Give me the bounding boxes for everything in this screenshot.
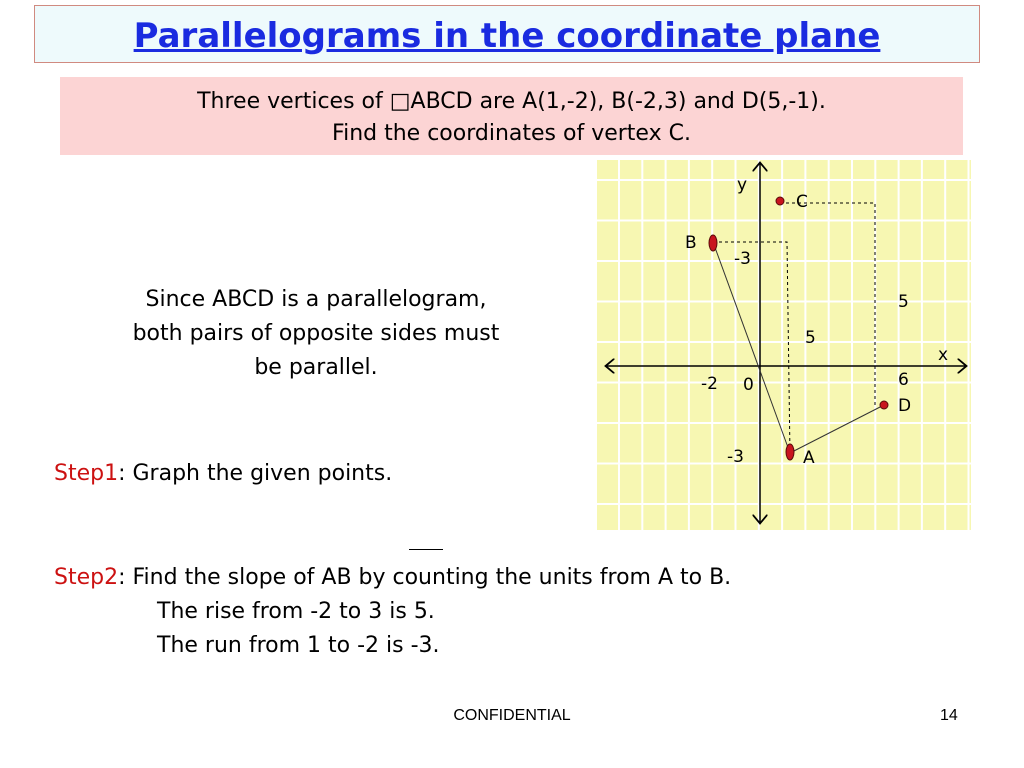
point-d xyxy=(880,401,888,409)
step1-text: : Graph the given points. xyxy=(118,461,393,486)
grid-background xyxy=(597,160,971,530)
problem-box xyxy=(60,77,963,155)
rise-ab-label: 5 xyxy=(805,328,816,348)
problem-line-2: Find the coordinates of vertex C. xyxy=(332,121,691,146)
step1-label: Step1 xyxy=(54,461,119,486)
x-axis-label: x xyxy=(938,345,949,365)
reasoning-line-3: be parallel. xyxy=(254,355,378,380)
step2 xyxy=(54,565,731,590)
point-a-label: A xyxy=(803,448,815,468)
step2-text: : Find the slope of AB by counting the units from A to B. xyxy=(118,565,732,590)
origin-label: 0 xyxy=(743,375,754,395)
x-six-label: 6 xyxy=(898,370,909,390)
y-axis-label: y xyxy=(737,175,748,195)
point-b-label: B xyxy=(685,233,697,253)
step1 xyxy=(54,461,392,486)
y-minus-three-label: -3 xyxy=(727,447,744,467)
reasoning-line-2: both pairs of opposite sides must xyxy=(132,321,500,346)
step2-rise: The rise from -2 to 3 is 5. xyxy=(157,599,435,624)
coordinate-graph xyxy=(597,160,971,530)
point-b xyxy=(709,235,717,251)
reasoning-line-1: Since ABCD is a parallelogram, xyxy=(145,287,487,312)
rise-dc-label: 5 xyxy=(898,292,909,312)
point-d-label: D xyxy=(898,396,912,416)
page-number: 14 xyxy=(940,707,958,724)
point-c xyxy=(776,197,784,205)
problem-line-1: Three vertices of □ABCD are A(1,-2), B(-2,3) and D(5,-1). xyxy=(197,89,826,114)
step2-run: The run from 1 to -2 is -3. xyxy=(157,633,440,658)
title-box xyxy=(34,5,980,63)
segment-overline xyxy=(409,549,443,550)
run-ab-label: -3 xyxy=(734,249,751,269)
page-title: Parallelograms in the coordinate plane xyxy=(133,16,881,56)
footer-confidential: CONFIDENTIAL xyxy=(453,707,571,724)
step2-label: Step2 xyxy=(54,565,119,590)
point-a xyxy=(786,444,794,460)
parallelogram-reasoning xyxy=(66,283,566,385)
point-c-label: C xyxy=(796,192,808,212)
x-minus-two-label: -2 xyxy=(701,374,718,394)
